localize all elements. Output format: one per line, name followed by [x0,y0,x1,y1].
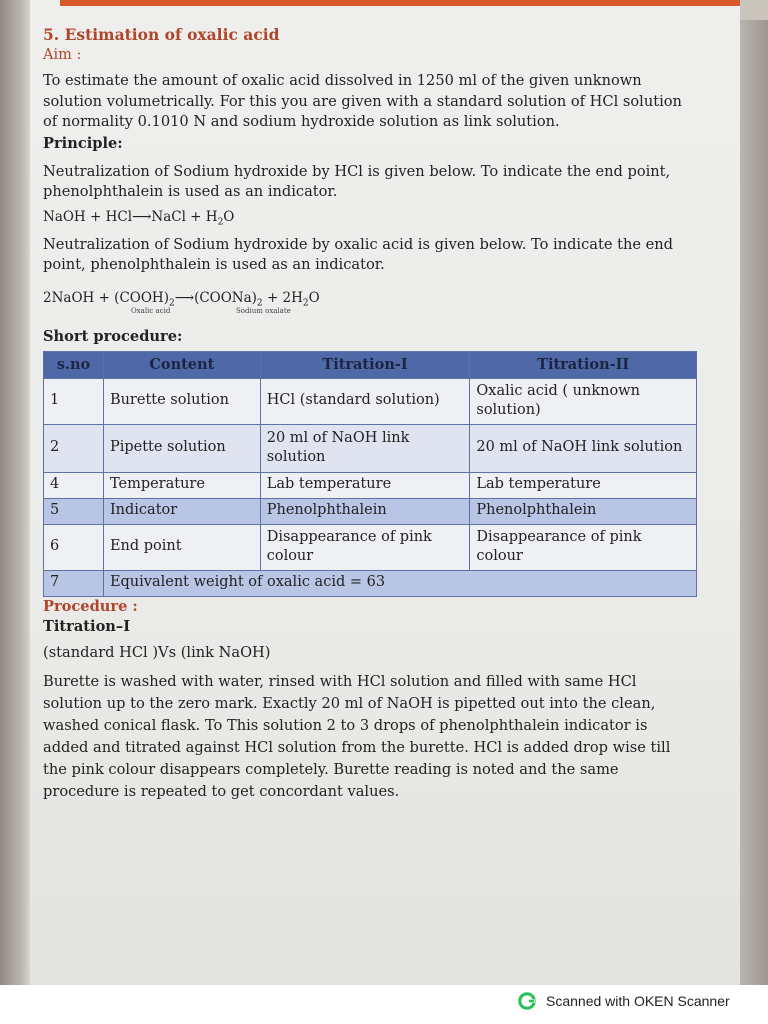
page-title: 5. Estimation of oxalic acid [43,25,280,44]
table-row [44,570,697,596]
table-cell: End point [103,524,260,570]
sodium-oxalate-label: Sodium oxalate [236,306,291,315]
equation-2-labels [43,306,693,321]
table-cell: Disappearance of pink colour [470,524,697,570]
table-cell-equivalent-weight: Equivalent weight of oxalic acid = 63 [103,570,696,596]
table-cell: 20 ml of NaOH link solution [260,424,470,472]
table-cell: Disappearance of pink colour [260,524,470,570]
oken-scanner-logo-icon [518,992,536,1010]
equation-1 [43,208,693,229]
book-spine [0,0,30,985]
titration-heading: Titration–I [43,617,131,635]
table-cell: Pipette solution [103,424,260,472]
scanner-watermark-text: Scanned with OKEN Scanner [546,993,730,1009]
equation-1-rhs: NaCl + H [151,209,218,226]
procedure-heading: Procedure : [43,597,138,615]
table-cell: Indicator [103,498,260,524]
table-cell: Temperature [103,472,260,498]
table-row [44,424,697,472]
equation-2-end: O [308,290,320,307]
oxalic-acid-label: Oxalic acid [131,306,171,315]
table-cell: Phenolphthalein [470,498,697,524]
table-header-row [44,351,697,378]
header-titration-1: Titration-I [260,351,470,378]
table-cell: Lab temperature [470,472,697,498]
short-procedure-heading: Short procedure: [43,327,183,345]
equation-2-sub-2: 2 [256,299,263,310]
table-row [44,498,697,524]
table-cell: 4 [44,472,104,498]
equation-1-rhs-end: O [223,209,235,226]
table-cell: Phenolphthalein [260,498,470,524]
equation-2-sub-3: 2 [302,299,309,310]
reaction-arrow-icon-2: ⟶ [174,290,195,307]
table-cell: Lab temperature [260,472,470,498]
aim-text: To estimate the amount of oxalic acid dissolved in 1250 ml of the given unknown solution volumetrically. For this you are given with a standard solution of HCl solution of normality 0.1010 N and sodium hydroxide solution as link solution. [43,72,682,130]
table-cell: 5 [44,498,104,524]
equation-2-reactants: 2NaOH + (COOH) [43,290,169,307]
header-content: Content [103,351,260,378]
procedure-table [43,351,697,597]
principle-text-1: Neutralization of Sodium hydroxide by HCl is given below. To indicate the end point, phenolphthalein is used as an indicator. [43,162,671,200]
equation-2-water: + 2H [262,290,303,307]
table-cell: HCl (standard solution) [260,378,470,424]
table-cell: Oxalic acid ( unknown solution) [470,378,697,424]
aim-heading: Aim : [43,47,82,64]
equation-2-sub-1: 2 [168,299,175,310]
equation-2-product: (COONa) [194,290,257,307]
equation-2 [43,289,693,320]
header-sno: s.no [44,351,104,378]
reaction-arrow-icon: ⟶ [132,209,152,226]
page-top-color-band [60,0,740,6]
scanner-watermark [518,989,730,1013]
equation-1-subscript: 2 [217,217,224,228]
titration-subheading: (standard HCl )Vs (link NaOH) [43,643,271,661]
table-cell: 2 [44,424,104,472]
equation-1-lhs: NaOH + HCl [43,209,133,226]
table-cell: 20 ml of NaOH link solution [470,424,697,472]
table-cell: 7 [44,570,104,596]
header-titration-2: Titration-II [470,351,697,378]
principle-text-2: Neutralization of Sodium hydroxide by oxalic acid is given below. To indicate the end point, phenolphthalein is used as an indicator. [43,236,674,274]
table-row [44,378,697,424]
table-cell: 1 [44,378,104,424]
table-row [44,524,697,570]
page-content [43,24,693,802]
principle-heading: Principle: [43,134,123,152]
table-cell: 6 [44,524,104,570]
table-cell: Burette solution [103,378,260,424]
titration-text: Burette is washed with water, rinsed with HCl solution and filled with same HCl solution up to the zero mark. Exactly 20 ml of NaOH is pipetted out into the clean, washed conical flask. To This solution 2 to 3 drops of phenolphthalein indicator is added and titrated against HCl solution from the burette. HCl is added drop wise till the pink colour disappears completely. Burette reading is noted and the same procedure is repeated to get concordant values. [43,673,671,800]
table-row [44,472,697,498]
